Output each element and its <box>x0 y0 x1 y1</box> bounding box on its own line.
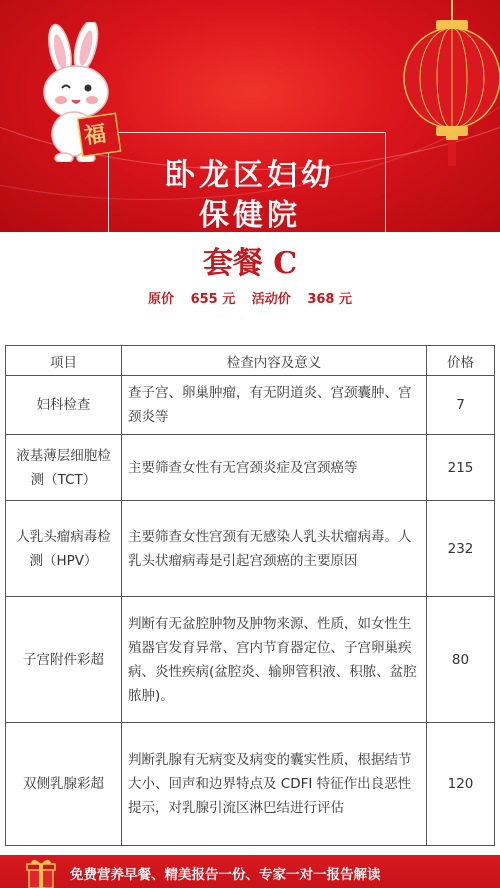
item-name: 妇科检查 <box>6 376 122 435</box>
fu-character: 福 <box>82 121 108 150</box>
item-desc: 主要筛查女性宫颈有无感染人乳头状瘤病毒。人乳头状瘤病毒是引起宫颈癌的主要原因 <box>122 501 427 597</box>
header-content: 检查内容及意义 <box>122 346 427 376</box>
price-line <box>0 288 500 307</box>
item-price: 7 <box>427 376 495 435</box>
package-title: 套餐 C <box>202 246 298 281</box>
rabbit-mascot-icon <box>28 22 138 162</box>
item-price: 232 <box>427 501 495 597</box>
footer-banner <box>0 855 500 888</box>
table-row <box>6 435 495 501</box>
header-item: 项目 <box>6 346 122 376</box>
item-price: 80 <box>427 597 495 723</box>
item-price: 120 <box>427 723 495 846</box>
table-header-row <box>6 346 495 376</box>
item-name: 双侧乳腺彩超 <box>6 723 122 846</box>
red-lantern-icon <box>400 0 500 180</box>
header-banner <box>0 0 500 232</box>
promo-price-value: 368 元 <box>307 292 352 307</box>
item-desc: 判断有无盆腔肿物及肿物来源、性质，如女性生殖器官发育异常、宫内节育器定位、子宫卵巢疾病、炎性疾病(盆腔炎、输卵管积液、积脓、盆腔脓肿)。 <box>122 597 427 723</box>
table-row <box>6 376 495 435</box>
hospital-name-line2: 保健院 <box>199 198 301 232</box>
hospital-name-line1: 卧龙区妇幼 <box>165 158 335 193</box>
item-name: 人乳头瘤病毒检测（HPV） <box>6 501 122 597</box>
table-row <box>6 501 495 597</box>
table-row <box>6 597 495 723</box>
original-price-label: 原价 <box>148 292 175 307</box>
footer-benefits-text: 免费营养早餐、精美报告一份、专家一对一报告解读 <box>70 867 381 883</box>
original-price-value: 655 元 <box>190 292 236 307</box>
promo-price-label: 活动价 <box>251 292 291 307</box>
item-price: 215 <box>427 435 495 501</box>
item-desc: 查子宫、卵巢肿瘤，有无阴道炎、宫颈囊肿、宫颈炎等 <box>122 376 427 435</box>
exam-items-table <box>5 345 495 846</box>
item-desc: 主要筛查女性有无宫颈炎症及宫颈癌等 <box>122 435 427 501</box>
table-row <box>6 723 495 846</box>
gift-box-icon <box>26 858 56 888</box>
item-name: 液基薄层细胞检测（TCT） <box>6 435 122 501</box>
item-desc: 判断乳腺有无病变及病变的囊实性质，根据结节大小、回声和边界特点及 CDFI 特征作出良恶性提示，对乳腺引流区淋巴结进行评估 <box>122 723 427 846</box>
header-price: 价格 <box>427 346 495 376</box>
item-name: 子宫附件彩超 <box>6 597 122 723</box>
